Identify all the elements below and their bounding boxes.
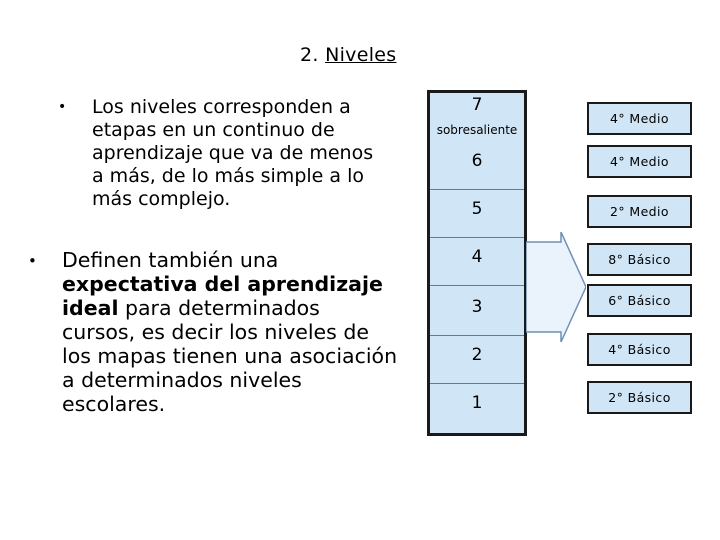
grade-box: 8° Básico <box>587 243 692 276</box>
level-5: 5 <box>471 199 483 219</box>
grade-box: 6° Básico <box>587 284 692 317</box>
bullet-dot: • <box>58 99 67 115</box>
grade-box: 2° Medio <box>587 195 692 228</box>
level-6: 6 <box>471 151 483 171</box>
bullet-dot: • <box>28 252 37 270</box>
level-7-sublabel: sobresaliente <box>436 123 518 137</box>
level-divider <box>430 335 524 336</box>
grade-box: 4° Medio <box>587 145 692 178</box>
right-arrow-icon <box>526 232 586 342</box>
level-divider <box>430 189 524 190</box>
grade-box: 4° Medio <box>587 102 692 135</box>
grade-box: 2° Básico <box>587 381 692 414</box>
title-text: Niveles <box>325 44 397 66</box>
bullet-2-part1: Definen también una <box>62 248 279 272</box>
levels-ladder <box>427 90 527 436</box>
slide-title <box>300 44 396 66</box>
level-divider <box>430 383 524 384</box>
level-7: 7 <box>471 95 483 115</box>
level-1: 1 <box>471 393 483 413</box>
bullet-2-bold: expectativa del aprendizaje ideal <box>62 272 383 320</box>
level-3: 3 <box>471 297 483 317</box>
title-number: 2. <box>300 44 319 66</box>
grade-box: 4° Básico <box>587 333 692 366</box>
level-2: 2 <box>471 345 483 365</box>
level-divider <box>430 285 524 286</box>
level-4: 4 <box>471 247 483 267</box>
bullet-1 <box>58 96 378 211</box>
bullet-2-part2: para determinados cursos, es decir los niveles de los mapas tienen una asociación a determinados niveles escolares. <box>62 296 398 416</box>
bullet-1-text: Los niveles corresponden a etapas en un continuo de aprendizaje que va de menos a más, de lo más simple a lo más complejo. <box>92 96 374 210</box>
bullet-2 <box>28 248 398 416</box>
bullet-2-text <box>62 248 398 416</box>
level-divider <box>430 237 524 238</box>
